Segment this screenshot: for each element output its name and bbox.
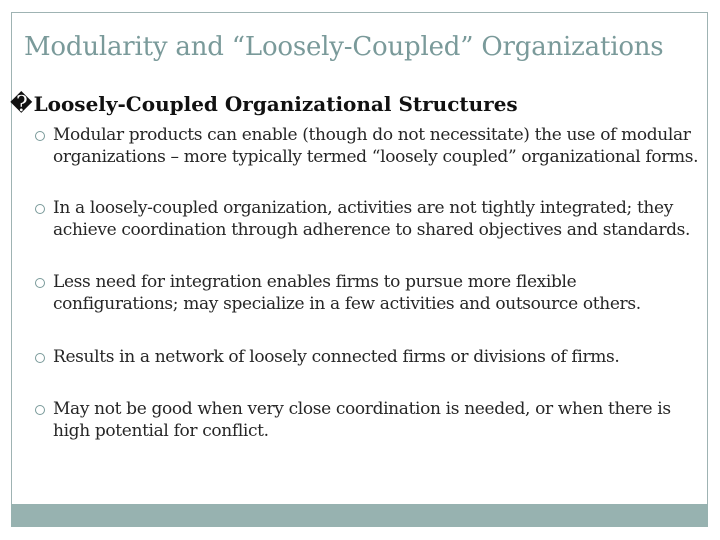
bullet-text: Results in a network of loosely connected firms or divisions of firms. bbox=[53, 346, 620, 367]
footer-bar bbox=[11, 504, 708, 527]
bullet-circle-icon bbox=[35, 405, 45, 415]
bullet-text: Less need for integration enables firms to pursue more flexible configurations; may specialize in a few activities and outsource others. bbox=[53, 272, 641, 314]
bullet-item bbox=[34, 198, 706, 241]
bullet-circle-icon bbox=[35, 131, 45, 141]
bullet-text: In a loosely-coupled organization, activities are not tightly integrated; they achieve coordination through adherence to shared objectives and standards. bbox=[53, 198, 691, 240]
bullet-item bbox=[34, 347, 706, 369]
heading-bullet-glyph: � bbox=[10, 92, 33, 117]
bullet-list bbox=[34, 125, 706, 442]
bullet-text: May not be good when very close coordination is needed, or when there is high potential for conflict. bbox=[53, 399, 671, 441]
bullet-item bbox=[34, 399, 706, 442]
bullet-circle-icon bbox=[35, 278, 45, 288]
section-heading-text: Loosely-Coupled Organizational Structures bbox=[33, 92, 518, 116]
bullet-item bbox=[34, 272, 706, 315]
slide-title: Modularity and “Loosely-Coupled” Organizations bbox=[24, 32, 664, 62]
section-heading bbox=[10, 92, 518, 117]
bullet-circle-icon bbox=[35, 204, 45, 214]
bullet-text: Modular products can enable (though do not necessitate) the use of modular organizations – more typically termed “loosely coupled” organizational forms. bbox=[53, 125, 699, 167]
bullet-item bbox=[34, 125, 706, 168]
bullet-circle-icon bbox=[35, 353, 45, 363]
